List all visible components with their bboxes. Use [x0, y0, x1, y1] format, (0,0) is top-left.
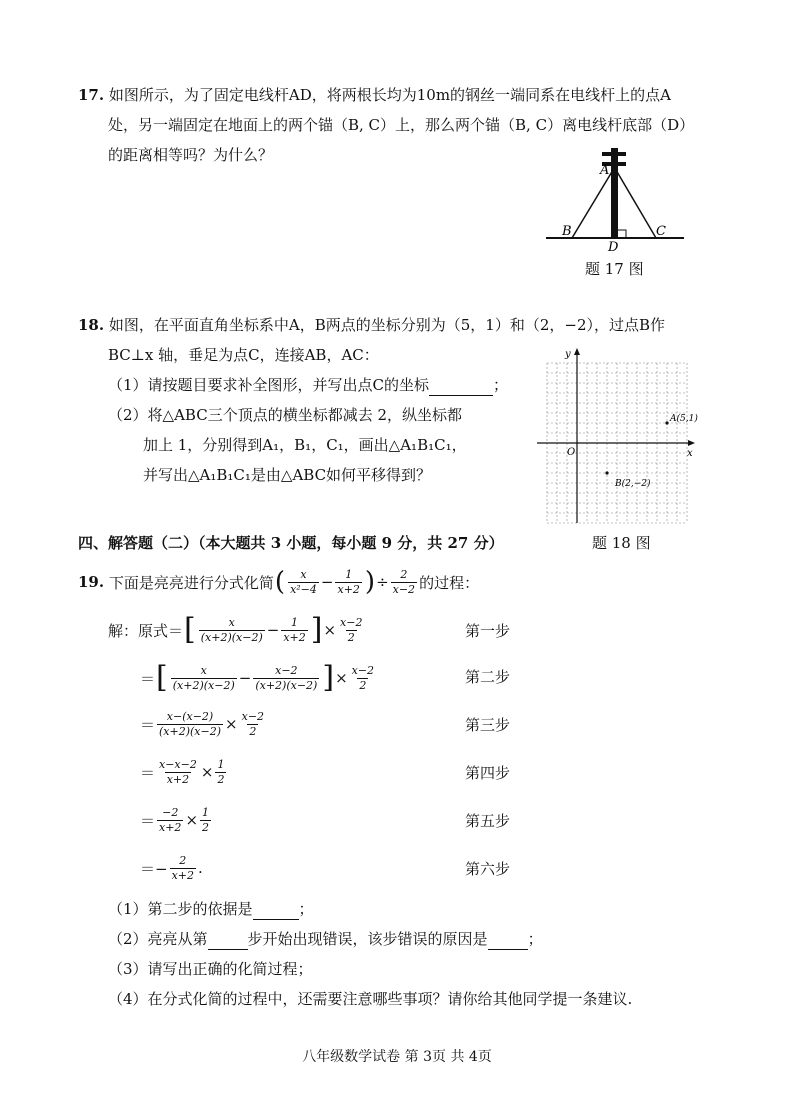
q19-step-5: ＝ $\frac{-2}{x+2}$ × $\frac{1}{2}$ [140, 805, 210, 834]
q19-sub-1-blank[interactable] [253, 919, 299, 920]
wire-ab [572, 170, 613, 238]
q18-sub-2-line-1: （2）将△ABC三个顶点的横坐标都减去 2，纵坐标都 [108, 406, 463, 424]
q19-step-4-label: 第四步 [465, 764, 511, 782]
y-axis-label: y [565, 349, 571, 360]
figure-17-caption: 题 17 图 [585, 260, 644, 278]
label-a: A [600, 163, 610, 178]
q19-step-4: ＝ $\frac{x-x-2}{x+2}$ × $\frac{1}{2}$ [140, 757, 225, 786]
q19-step-2-label: 第二步 [465, 668, 511, 686]
q19-step-3-label: 第三步 [465, 716, 511, 734]
q19-sub-4: （4）在分式化简的过程中，还需要注意哪些事项？请你给其他同学提一条建议. [108, 990, 633, 1008]
label-c: C [656, 224, 666, 239]
label-b: B [562, 224, 572, 239]
section-4-heading: 四、解答题（二）（本大题共 3 小题，每小题 9 分，共 27 分） [78, 534, 504, 552]
figure-17 [540, 140, 700, 252]
q19-intro: 19. 下面是亮亮进行分式化简 ( $\frac{x}{\text{x²−4}}$ − $\frac{1}{x+2}$ ) ÷ $\frac{2}{x-2}$ 的过程： [78, 567, 480, 597]
pole-crossbar-top [602, 152, 626, 156]
q18-sub-2-line-2: 加上 1，分别得到A₁，B₁，C₁，画出△A₁B₁C₁， [143, 436, 467, 454]
figure-18-grid [535, 345, 700, 525]
y-axis-arrow-icon [574, 348, 580, 355]
point-b-label: B(2,−2) [615, 479, 651, 489]
q19-step-5-label: 第五步 [465, 812, 511, 830]
page-footer: 八年级数学试卷 第 3页 共 4页 [302, 1049, 492, 1065]
q18-line-2: BC⊥x 轴，垂足为点C，连接AB，AC： [108, 346, 379, 364]
q18-answer-blank[interactable] [429, 395, 493, 396]
q19-step-3: ＝ $\frac{x-(x-2)}{(x+2)(x-2)}$ × $\frac{x-2}{2}$ [140, 709, 265, 738]
right-angle-mark [618, 230, 626, 238]
q19-sub-2-blank-step[interactable] [208, 949, 248, 950]
x-axis-arrow-icon [688, 440, 695, 446]
q19-sub-2-blank-reason[interactable] [488, 949, 528, 950]
electric-pole [611, 148, 618, 238]
q17-line-2: 处，另一端固定在地面上的两个锚（B, C）上，那么两个锚（B, C）离电线杆底部（D） [108, 116, 695, 134]
q19-sub-3: （3）请写出正确的化简过程； [108, 960, 313, 978]
wire-ac [616, 170, 656, 238]
q19-sub-1: （1）第二步的依据是 ； [108, 900, 314, 918]
q18-sub-2-line-3: 并写出△A₁B₁C₁是由△ABC如何平移得到？ [143, 466, 432, 484]
label-d: D [608, 240, 619, 252]
origin-label: O [567, 447, 576, 458]
x-axis-label: x [687, 448, 693, 459]
point-b [605, 471, 608, 474]
q19-step-6-label: 第六步 [465, 860, 511, 878]
q18-line-1: 18. 如图，在平面直角坐标系中A，B两点的坐标分别为（5，1）和（2，−2），过点B作 [78, 316, 666, 334]
q18-sub-1: （1）请按题目要求补全图形，并写出点C的坐标 ； [108, 376, 509, 394]
point-a [665, 421, 668, 424]
q17-line-1: 17. 如图所示，为了固定电线杆AD，将两根长均为10m的钢丝一端同系在电线杆上的点A [78, 86, 671, 104]
q19-step-1: 解：原式＝ [ $\frac{x}{(x+2)(x-2)}$ − $\frac{1}{x+2}$ ] × $\frac{x-2}{2}$ [108, 612, 363, 647]
q19-step-6: ＝− $\frac{2}{x+2}$ . [140, 853, 203, 882]
point-a-label: A(5,1) [670, 414, 698, 424]
q19-sub-2: （2）亮亮从第 步开始出现错误，该步错误的原因是 ； [108, 930, 543, 948]
q19-step-2: ＝ [ $\frac{x}{(x+2)(x-2)}$ − $\frac{x-2}{(x+2)(x-2)}$ ] × $\frac{x-2}{2}$ [140, 660, 375, 695]
q17-line-3: 的距离相等吗？为什么？ [108, 146, 274, 164]
figure-18-caption: 题 18 图 [592, 534, 651, 552]
q19-step-1-label: 第一步 [465, 622, 511, 640]
